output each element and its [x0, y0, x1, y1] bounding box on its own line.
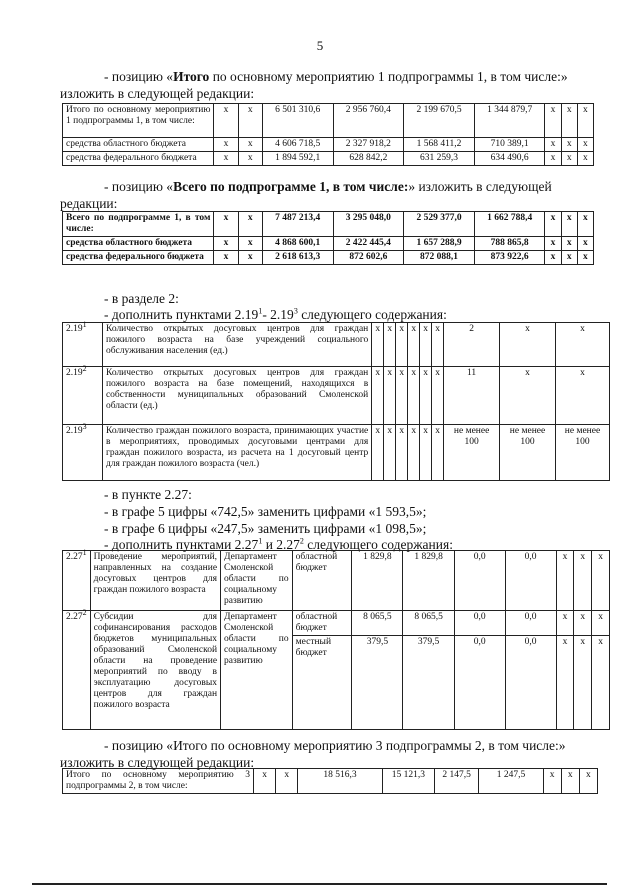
- table-cell: [63, 421, 103, 481]
- table-cell: средства федерального бюджета: [63, 152, 214, 166]
- table-cell: х: [420, 367, 432, 425]
- table-cell: х: [372, 323, 384, 367]
- table-cell: 6 501 310,6: [262, 104, 333, 138]
- table-cell: х: [396, 367, 408, 425]
- table-cell: 2 956 760,4: [333, 104, 404, 138]
- table-cell: х: [574, 636, 592, 730]
- para2-bold: Всего по подпрограмме 1, в том числе:: [173, 179, 409, 194]
- table-cell: Проведение мероприятий, направленных на создание досуговых центров для граждан пожилого возраста: [90, 551, 220, 611]
- table-cell: х: [556, 611, 574, 636]
- para8-sup1: 1: [258, 536, 263, 546]
- para2-post: » изложить в следующей редакции:: [60, 179, 552, 211]
- table-cell: х: [420, 323, 432, 367]
- table-cell: Департамент Смоленской области по социальному развитию: [221, 551, 293, 611]
- row-number: 2.27: [66, 612, 83, 622]
- table-cell: Количество граждан пожилого возраста, принимающих участие в мероприятиях, проводимых досуговыми центрами для граждан пожилого возраста, из расчета на 1 досуговый центр для граждан пожилого возраста (чел.): [102, 425, 371, 481]
- table-cell: [63, 319, 103, 367]
- table-cell: х: [214, 138, 238, 152]
- table-cell: х: [545, 251, 561, 265]
- table-cell: х: [238, 212, 262, 237]
- table-cell: средства областного бюджета: [63, 237, 214, 251]
- table-cell: 873 922,6: [474, 251, 545, 265]
- instruction-paragraph-5: - в пункте 2.27:: [104, 487, 192, 502]
- table-row: [63, 551, 610, 611]
- table-cell: 0,0: [454, 551, 505, 611]
- table-cell: х: [561, 212, 577, 237]
- table-cell: 2 199 670,5: [404, 104, 475, 138]
- table-cell: Субсидии для софинансирования расходов бюджетов муниципальных образований Смоленской области на проведение мероприятий по вводу в эксплуатацию досуговых центров для граждан пожилого возраста: [90, 611, 220, 730]
- table-cell: средства федерального бюджета: [63, 251, 214, 265]
- table-cell: 1 568 411,2: [404, 138, 475, 152]
- table-cell: х: [408, 323, 420, 367]
- table-cell: областной бюджет: [292, 611, 352, 636]
- para4-sup1: 1: [258, 306, 263, 316]
- table-cell: х: [396, 425, 408, 481]
- instruction-paragraph-4: [104, 306, 604, 323]
- table-row: [63, 769, 598, 794]
- table-total-measure-1: [62, 103, 594, 166]
- table-cell: [63, 607, 91, 730]
- table-row: [63, 152, 594, 166]
- table-cell: 2 618 613,3: [262, 251, 333, 265]
- table-cell: 0,0: [505, 551, 556, 611]
- table-cell: 1 829,8: [352, 551, 403, 611]
- para8-post: следующего содержания:: [303, 537, 453, 552]
- table-cell: 872 088,1: [404, 251, 475, 265]
- instruction-paragraph-6: - в графе 5 цифры «742,5» заменить цифрами «1 593,5»;: [104, 504, 427, 519]
- table-cell: 1 657 288,9: [404, 237, 475, 251]
- table-cell: х: [214, 152, 238, 166]
- table-cell: средства областного бюджета: [63, 138, 214, 152]
- table-cell: не менее 100: [555, 425, 609, 481]
- table-cell: 634 490,6: [474, 152, 545, 166]
- row-number: 2.19: [66, 426, 83, 436]
- table-cell: [63, 363, 103, 425]
- table-row: [63, 425, 610, 481]
- table-cell: х: [238, 104, 262, 138]
- table-cell: х: [577, 251, 593, 265]
- table-row: [63, 104, 594, 138]
- table-cell: х: [214, 104, 238, 138]
- table-cell: х: [577, 152, 593, 166]
- table-cell: 1 344 879,7: [474, 104, 545, 138]
- table-cell: х: [276, 769, 298, 794]
- table-cell: 788 865,8: [474, 237, 545, 251]
- para4-sup2: 3: [293, 306, 298, 316]
- para1-post: по основному мероприятию 1 подпрограммы 1, в том числе:» изложить в следующей редакции:: [60, 69, 568, 101]
- table-cell: х: [561, 138, 577, 152]
- table-cell: 8 065,5: [352, 611, 403, 636]
- table-cell: х: [577, 104, 593, 138]
- table-cell: х: [577, 237, 593, 251]
- table-row: [63, 212, 594, 237]
- table-cell: 7 487 213,4: [262, 212, 333, 237]
- instruction-paragraph-3: - в разделе 2:: [104, 291, 179, 306]
- table-cell: 0,0: [505, 636, 556, 730]
- table-cell: х: [408, 367, 420, 425]
- table-cell: х: [432, 367, 444, 425]
- table-cell: х: [432, 323, 444, 367]
- table-cell: х: [545, 237, 561, 251]
- table-cell: 3 295 048,0: [333, 212, 404, 237]
- table-points-2-19: [62, 319, 610, 481]
- table-cell: 8 065,5: [403, 611, 454, 636]
- table-cell: х: [500, 323, 556, 367]
- para8-sup2: 2: [299, 536, 304, 546]
- table-cell: 710 389,1: [474, 138, 545, 152]
- footer-divider: [32, 883, 607, 885]
- table-cell: х: [561, 104, 577, 138]
- table-cell: Количество открытых досуговых центров для граждан пожилого возраста на базе учреждений социального обслуживания населения (ед.): [102, 323, 371, 367]
- table-cell: х: [561, 769, 579, 794]
- table-cell: 0,0: [505, 611, 556, 636]
- table-cell: 2 422 445,4: [333, 237, 404, 251]
- table-cell: х: [561, 237, 577, 251]
- page-number: 5: [316, 38, 324, 53]
- table-cell: х: [545, 152, 561, 166]
- table-total-subprogram-1: [62, 211, 594, 265]
- table-cell: 1 662 788,4: [474, 212, 545, 237]
- row-number-sup: 1: [82, 547, 87, 557]
- table-cell: х: [545, 212, 561, 237]
- instruction-paragraph-7: - в графе 6 цифры «247,5» заменить цифрами «1 098,5»;: [104, 521, 427, 536]
- table-cell: 2: [444, 323, 500, 367]
- table-cell: х: [574, 611, 592, 636]
- table-cell: 0,0: [454, 611, 505, 636]
- table-cell: не менее 100: [444, 425, 500, 481]
- table-cell: х: [577, 212, 593, 237]
- para9-post: по основному мероприятию 3 подпрограммы 2, в том числе:» изложить в следующей редакции:: [60, 738, 566, 770]
- table-cell: не менее 100: [500, 425, 556, 481]
- table-cell: х: [500, 367, 556, 425]
- table-cell: 631 259,3: [404, 152, 475, 166]
- table-row: [63, 367, 610, 425]
- table-cell: 18 516,3: [298, 769, 382, 794]
- table-cell: 1 829,8: [403, 551, 454, 611]
- table-cell: х: [561, 251, 577, 265]
- table-row: [63, 323, 610, 367]
- table-cell: 379,5: [403, 636, 454, 730]
- table-cell: [63, 547, 91, 611]
- table-cell: х: [384, 425, 396, 481]
- table-cell: Департамент Смоленской области по социальному развитию: [221, 611, 293, 730]
- instruction-paragraph-1: [60, 68, 605, 102]
- table-cell: 11: [444, 367, 500, 425]
- table-points-2-27: [62, 547, 610, 730]
- table-cell: х: [592, 636, 610, 730]
- instruction-paragraph-2: [60, 178, 605, 212]
- table-cell: х: [384, 367, 396, 425]
- table-row: [63, 138, 594, 152]
- table-row: [63, 251, 594, 265]
- table-cell: 2 529 377,0: [404, 212, 475, 237]
- table-cell: 15 121,3: [382, 769, 434, 794]
- table-cell: х: [555, 367, 609, 425]
- para1-bold: Итого: [173, 69, 210, 84]
- table-cell: х: [238, 237, 262, 251]
- table-cell: х: [384, 323, 396, 367]
- table-cell: х: [545, 104, 561, 138]
- row-number: 2.27: [66, 552, 83, 562]
- table-cell: х: [254, 769, 276, 794]
- table-cell: Итого по основному мероприятию 1 подпрограммы 1, в том числе:: [63, 104, 214, 138]
- table-cell: 4 606 718,5: [262, 138, 333, 152]
- para8-mid: и 2.27: [262, 537, 300, 552]
- table-cell: 2 327 918,2: [333, 138, 404, 152]
- para8-pre: - дополнить пунктами 2.27: [104, 537, 259, 552]
- table-cell: 4 868 600,1: [262, 237, 333, 251]
- table-row: [63, 611, 610, 636]
- table-cell: х: [543, 769, 561, 794]
- para4-post: следующего содержания:: [297, 307, 447, 322]
- instruction-paragraph-9: [60, 737, 605, 771]
- table-cell: х: [579, 769, 597, 794]
- table-cell: х: [592, 611, 610, 636]
- row-number: 2.19: [66, 324, 83, 334]
- row-number-sup: 1: [82, 319, 87, 329]
- row-number: 2.19: [66, 368, 83, 378]
- table-cell: Количество открытых досуговых центров для граждан пожилого возраста на базе помещений, находящихся в собственности муниципальных образований Смоленской области (ед.): [102, 367, 371, 425]
- table-cell: х: [372, 425, 384, 481]
- table-cell: х: [214, 212, 238, 237]
- table-cell: х: [396, 323, 408, 367]
- row-number-sup: 2: [82, 607, 87, 617]
- row-number-sup: 3: [82, 421, 87, 431]
- table-cell: х: [556, 636, 574, 730]
- table-cell: х: [592, 551, 610, 611]
- table-cell: х: [556, 551, 574, 611]
- row-number-sup: 2: [82, 363, 87, 373]
- table-cell: 379,5: [352, 636, 403, 730]
- para4-mid: - 2.19: [262, 307, 294, 322]
- table-cell: 0,0: [454, 636, 505, 730]
- table-cell: х: [577, 138, 593, 152]
- table-cell: х: [561, 152, 577, 166]
- para2-pre: - позицию «: [104, 179, 174, 194]
- table-cell: областной бюджет: [292, 551, 352, 611]
- table-cell: х: [214, 251, 238, 265]
- table-cell: х: [420, 425, 432, 481]
- para9-pre: - позицию «: [104, 738, 174, 753]
- table-cell: х: [408, 425, 420, 481]
- table-cell: 872 602,6: [333, 251, 404, 265]
- table-cell: Итого по основному мероприятию 3 подпрограммы 2, в том числе:: [63, 769, 254, 794]
- table-cell: Всего по подпрограмме 1, в том числе:: [63, 212, 214, 237]
- table-cell: х: [238, 138, 262, 152]
- table-row: [63, 237, 594, 251]
- table-total-measure-3: [62, 768, 598, 794]
- table-cell: х: [545, 138, 561, 152]
- para9-bold: Итого: [173, 738, 208, 753]
- table-cell: х: [432, 425, 444, 481]
- para4-pre: - дополнить пунктами 2.19: [104, 307, 259, 322]
- table-cell: х: [238, 251, 262, 265]
- para1-pre: - позицию «: [104, 69, 174, 84]
- table-cell: 1 247,5: [479, 769, 543, 794]
- table-cell: х: [214, 237, 238, 251]
- table-cell: 1 894 592,1: [262, 152, 333, 166]
- table-cell: х: [574, 551, 592, 611]
- table-cell: х: [238, 152, 262, 166]
- table-cell: х: [372, 367, 384, 425]
- table-cell: местный бюджет: [292, 636, 352, 730]
- table-cell: х: [555, 323, 609, 367]
- table-cell: 628 842,2: [333, 152, 404, 166]
- table-cell: 2 147,5: [435, 769, 479, 794]
